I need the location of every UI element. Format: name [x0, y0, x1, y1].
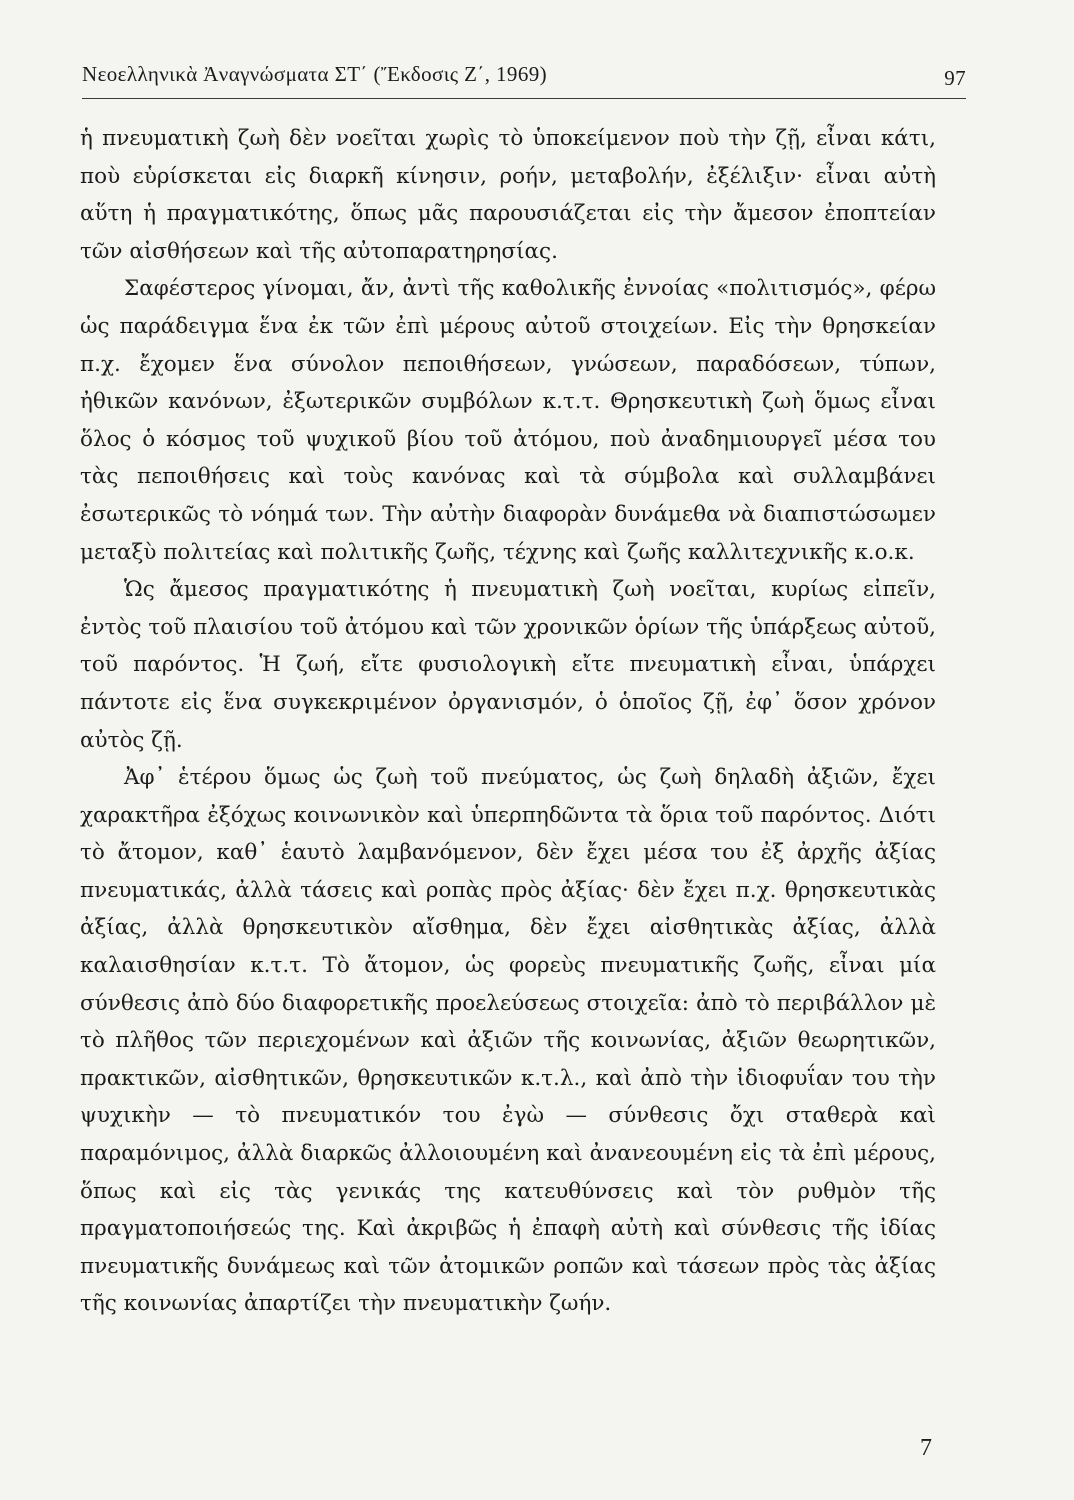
signature-mark: 7	[920, 1435, 932, 1461]
page-number: 97	[944, 66, 966, 90]
paragraph: Ἀφ᾽ ἑτέρου ὅμως ὡς ζωὴ τοῦ πνεύματος, ὡς ζωὴ δηλαδὴ ἀξιῶν, ἔχει χαρακτῆρα ἐξόχως κοινωνικὸν καὶ ὑπερπηδῶντα τὰ ὅρια τοῦ παρόντος. Διότι τὸ ἄτομον, καθ᾽ ἑαυτὸ λαμβανόμενον, δὲν ἔχει μέσα του ἐξ ἀρχῆς ἀξίας πνευματικάς, ἀλλὰ τάσεις καὶ ροπὰς πρὸς ἀξίας· δὲν ἔχει π.χ. θρησκευτικὰς ἀξίας, ἀλλὰ θρησκευτικὸν αἴσθημα, δὲν ἔχει αἰσθητικὰς ἀξίας, ἀλλὰ καλαισθησίαν κ.τ.τ. Τὸ ἄτομον, ὡς φορεὺς πνευματικῆς ζωῆς, εἶναι μία σύνθεσις ἀπὸ δύο διαφορετικῆς προελεύσεως στοιχεῖα: ἀπὸ τὸ περιβάλλον μὲ τὸ πλῆθος τῶν περιεχομένων καὶ ἀξιῶν τῆς κοινωνίας, ἀξιῶν θεωρητικῶν, πρακτικῶν, αἰσθητικῶν, θρησκευτικῶν κ.τ.λ., καὶ ἀπὸ τὴν ἰδιοφυΐαν του τὴν ψυχικὴν — τὸ πνευματικόν του ἐγὼ — σύνθεσις ὄχι σταθερὰ καὶ παραμόνιμος, ἀλλὰ διαρκῶς ἀλλοιουμένη καὶ ἀνανεουμένη εἰς τὰ ἐπὶ μέρους, ὅπως καὶ εἰς τὰς γενικάς της κατευθύνσεις καὶ τὸν ρυθμὸν τῆς πραγματοποιήσεώς της. Καὶ ἀκριβῶς ἡ ἐπαφὴ αὐτὴ καὶ σύνθεσις τῆς ἰδίας πνευματικῆς δυνάμεως καὶ τῶν ἀτομικῶν ροπῶν καὶ τάσεων πρὸς τὰς ἀξίας τῆς κοινωνίας ἀπαρτίζει τὴν πνευματικὴν ζωήν.	[80, 765, 936, 1317]
running-title: Νεοελληνικὰ Ἀναγνώσματα ΣΤ΄ (Ἔκδοσις Ζ΄, 1969)	[82, 62, 548, 86]
paragraph: ἡ πνευματικὴ ζωὴ δὲν νοεῖται χωρὶς τὸ ὑποκείμενον ποὺ τὴν ζῇ, εἶναι κάτι, ποὺ εὑρίσκεται εἰς διαρκῆ κίνησιν, ροήν, μεταβολήν, ἐξέλιξιν· εἶναι αὐτὴ αὕτη ἡ πραγματικότης, ὅπως μᾶς παρουσιάζεται εἰς τὴν ἄμεσον ἐποπτείαν τῶν αἰσθήσεων καὶ τῆς αὐτοπαρατηρησίας.	[80, 126, 936, 264]
body-text	[80, 120, 936, 1323]
paragraph: Ὡς ἄμεσος πραγματικότης ἡ πνευματικὴ ζωὴ νοεῖται, κυρίως εἰπεῖν, ἐντὸς τοῦ πλαισίου τοῦ ἀτόμου καὶ τῶν χρονικῶν ὁρίων τῆς ὑπάρξεως αὐτοῦ, τοῦ παρόντος. Ἡ ζωή, εἴτε φυσιολογικὴ εἴτε πνευματικὴ εἶναι, ὑπάρχει πάντοτε εἰς ἕνα συγκεκριμένον ὀργανισμόν, ὁ ὁποῖος ζῇ, ἐφ᾽ ὅσον χρόνον αὐτὸς ζῇ.	[80, 577, 936, 753]
running-head	[82, 62, 966, 99]
paragraph: Σαφέστερος γίνομαι, ἄν, ἀντὶ τῆς καθολικῆς ἐννοίας «πολιτισμός», φέρω ὡς παράδειγμα ἕνα ἐκ τῶν ἐπὶ μέρους αὐτοῦ στοιχείων. Εἰς τὴν θρησκείαν π.χ. ἔχομεν ἕνα σύνολον πεποιθήσεων, γνώσεων, παραδόσεων, τύπων, ἠθικῶν κανόνων, ἐξωτερικῶν συμβόλων κ.τ.τ. Θρησκευτικὴ ζωὴ ὅμως εἶναι ὅλος ὁ κόσμος τοῦ ψυχικοῦ βίου τοῦ ἀτόμου, ποὺ ἀναδημιουργεῖ μέσα του τὰς πεποιθήσεις καὶ τοὺς κανόνας καὶ τὰ σύμβολα καὶ συλλαμβάνει ἐσωτερικῶς τὸ νόημά των. Τὴν αὐτὴν διαφορὰν δυνάμεθα νὰ διαπιστώσωμεν μεταξὺ πολιτείας καὶ πολιτικῆς ζωῆς, τέχνης καὶ ζωῆς καλλιτεχνικῆς κ.ο.κ.	[80, 276, 936, 565]
